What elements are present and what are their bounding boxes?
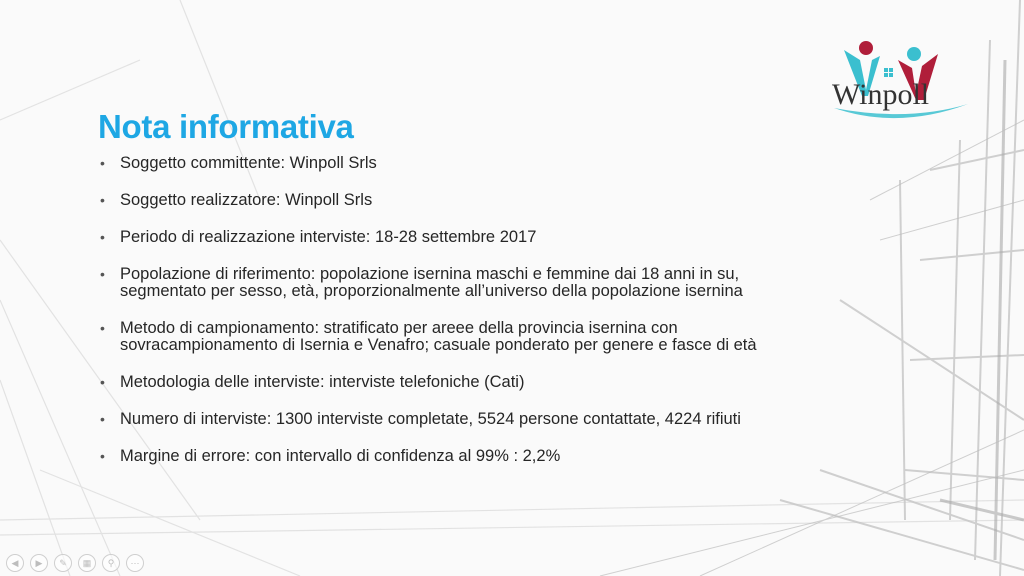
bullet-text: Soggetto committente: Winpoll Srls: [120, 154, 377, 172]
bullet-dot-icon: •: [100, 229, 105, 245]
bullet-text: Margine di errore: con intervallo di confidenza al 99% : 2,2%: [120, 447, 561, 465]
slide-title: Nota informativa: [98, 108, 354, 146]
bullet-dot-icon: •: [100, 266, 105, 282]
bullet-dot-icon: •: [100, 155, 105, 171]
bullet-item-popolazione: [100, 266, 810, 300]
bullet-item-realizzatore: [100, 192, 810, 209]
pen-icon[interactable]: ✎: [54, 554, 72, 572]
bullet-dot-icon: •: [100, 320, 105, 336]
bullet-text: Periodo di realizzazione interviste: 18-28 settembre 2017: [120, 228, 537, 246]
bullet-item-metodologia: [100, 374, 810, 391]
slides-grid-icon[interactable]: ▦: [78, 554, 96, 572]
prev-slide-icon[interactable]: ◀: [6, 554, 24, 572]
next-slide-icon[interactable]: ▶: [30, 554, 48, 572]
bullet-item-margine: [100, 448, 810, 465]
logo-wordmark: Winpoll: [832, 78, 930, 111]
bullet-dot-icon: •: [100, 448, 105, 464]
zoom-icon[interactable]: ⚲: [102, 554, 120, 572]
bullet-item-numero: [100, 411, 810, 428]
bullet-item-metodo: [100, 320, 810, 354]
bullet-dot-icon: •: [100, 374, 105, 390]
slideshow-toolbar: [6, 554, 144, 574]
bullet-text: Metodo di campionamento: stratificato per areee della provincia isernina con sovracampionamento di Isernia e Venafro; casuale ponderato per genere e fasce di età: [120, 319, 757, 354]
bullet-text: Numero di interviste: 1300 interviste completate, 5524 persone contattate, 4224 rifiuti: [120, 410, 741, 428]
bullet-dot-icon: •: [100, 411, 105, 427]
bullet-dot-icon: •: [100, 192, 105, 208]
bullet-item-periodo: [100, 229, 810, 246]
bullet-text: Popolazione di riferimento: popolazione isernina maschi e femmine dai 18 anni in su, segmentato per sesso, età, proporzionalmente all’universo della popolazione isernina: [120, 265, 743, 300]
bullet-text: Metodologia delle interviste: interviste telefoniche (Cati): [120, 373, 525, 391]
info-bullet-list: [100, 155, 810, 485]
bullet-text: Soggetto realizzatore: Winpoll Srls: [120, 191, 373, 209]
bullet-item-committente: [100, 155, 810, 172]
more-options-icon[interactable]: ⋯: [126, 554, 144, 572]
